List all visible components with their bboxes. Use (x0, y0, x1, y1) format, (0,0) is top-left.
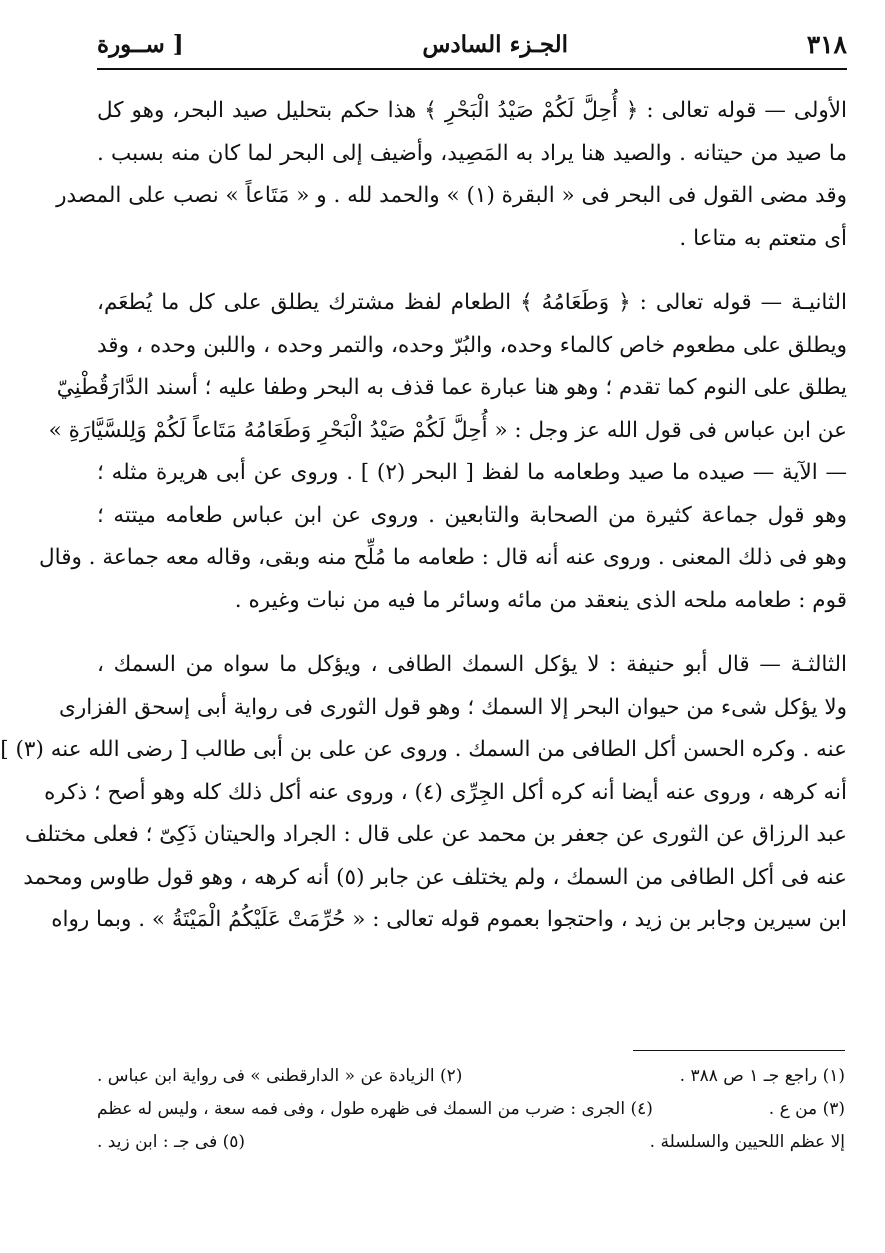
text-line: — الآية — صيده ما صيد وطعامه ما لفظ [ البحر (٢) ] . وروى عن أبى هريرة مثله ؛ (97, 460, 847, 485)
main-text (0, 90, 847, 964)
footnote: (٢) الزيادة عن « الدارقطنى » فى رواية ابن عباس . (97, 1066, 463, 1086)
text-line: ما صيد من حيتانه . والصيد هنا يراد به المَصِيد، وأضيف إلى البحر لما كان منه بسبب . (97, 140, 847, 166)
paragraph-second (39, 282, 847, 622)
page-number: ٣١٨ (806, 29, 847, 59)
text-line: ويطلق على مطعوم خاص كالماء وحده، والبُرّ وحده، والتمر وحده ، واللبن وحده ، وقد (97, 332, 847, 358)
text-line: عنه فى أكل الطافى من السمك ، ولم يختلف عن جابر (٥) أنه كرهه ، وهو قول طاوس ومحمد (23, 864, 847, 890)
paragraph-first (56, 90, 847, 260)
footnote: (٣) من ع . (768, 1099, 845, 1119)
footnote-row (97, 1060, 845, 1093)
text-line: وهو فى ذلك المعنى . وروى عنه أنه قال : طعامه ما مُلِّح منه وبقى، وقاله معه جماعة . وقال (39, 545, 847, 570)
text-line: قوم : طعامه ملحه الذى ينعقد من مائه وسائر ما فيه من نبات وغيره . (234, 587, 847, 613)
text-line: عنه . وكره الحسن أكل الطافى من السمك . وروى عن على بن أبى طالب [ رضى الله عنه (٣) ] (0, 737, 847, 762)
text-line: ولا يؤكل شىء من حيوان البحر إلا السمك ؛ وهو قول الثورى فى رواية أبى إسحق الفزارى (59, 694, 847, 720)
text-line: يطلق على النوم كما تقدم ؛ وهو هنا عبارة عما قذف به البحر وطفا عليه ؛ أسند الدَّارَقُطْنِيّ (56, 375, 847, 400)
text-line: عبد الرزاق عن الثورى عن جعفر بن محمد عن على قال : الجراد والحيتان ذَكِىّ ؛ فعلى مختلف (25, 822, 847, 847)
footnote: (٥) فى جـ : ابن زيد . (97, 1132, 246, 1152)
text-line: ابن سيرين وجابر بن زيد ، واحتجوا بعموم قوله تعالى : « حُرِّمَتْ عَلَيْكُمُ الْمَيْتَةُ » . وبما رواه (51, 907, 847, 932)
text-line: الأولى — قوله تعالى : ﴿ أُحِلَّ لَكُمْ صَيْدُ الْبَحْرِ ﴾ هذا حكم بتحليل صيد البحر، وهو كل (97, 98, 847, 123)
footnotes (97, 1060, 845, 1159)
footnote-row (97, 1126, 845, 1159)
footnote-rule (633, 1050, 845, 1051)
text-line: وقد مضى القول فى البحر فى « البقرة (١) » والحمد لله . و « مَتَاعاً » نصب على المصدر (56, 183, 847, 208)
header-rule (97, 68, 847, 70)
part-title: الجـزء السادس (422, 30, 569, 58)
text-line: أنه كرهه ، وروى عنه أيضا أنه كره أكل الجِرِّى (٤) ، وروى عنه أكل ذلك كله وهو أصح ؛ ذكره (44, 779, 847, 805)
page-header (97, 22, 847, 66)
footnote-row (97, 1093, 845, 1126)
paragraph-third (0, 644, 847, 942)
text-line: أى متعتم به متاعا . (679, 225, 847, 251)
text-line: وهو قول جماعة كثيرة من الصحابة والتابعين . وروى عن ابن عباس طعامه ميتته ؛ (97, 502, 847, 528)
surah-label: [ ســورة (97, 30, 184, 58)
footnote: (١) راجع جـ ١ ص ٣٨٨ . (679, 1066, 845, 1086)
text-line: الثانيـة — قوله تعالى : ﴿ وَطَعَامُهُ ﴾ الطعام لفظ مشترك يطلق على كل ما يُطعَم، (97, 290, 847, 315)
footnote: (٤) الجرى : ضرب من السمك فى ظهره طول ، وفى فمه سعة ، وليس له عظم (97, 1099, 653, 1119)
text-line: عن ابن عباس فى قول الله عز وجل : « أُحِلَّ لَكُمْ صَيْدُ الْبَحْرِ وَطَعَامُهُ مَتَاعاً لَكُمْ وَلِلسَّيَّارَةِ » (48, 417, 847, 443)
text-line: الثالثـة — قال أبو حنيفة : لا يؤكل السمك الطافى ، ويؤكل ما سواه من السمك ، (97, 652, 847, 677)
footnote: إلا عظم اللحيين والسلسلة . (649, 1132, 845, 1152)
